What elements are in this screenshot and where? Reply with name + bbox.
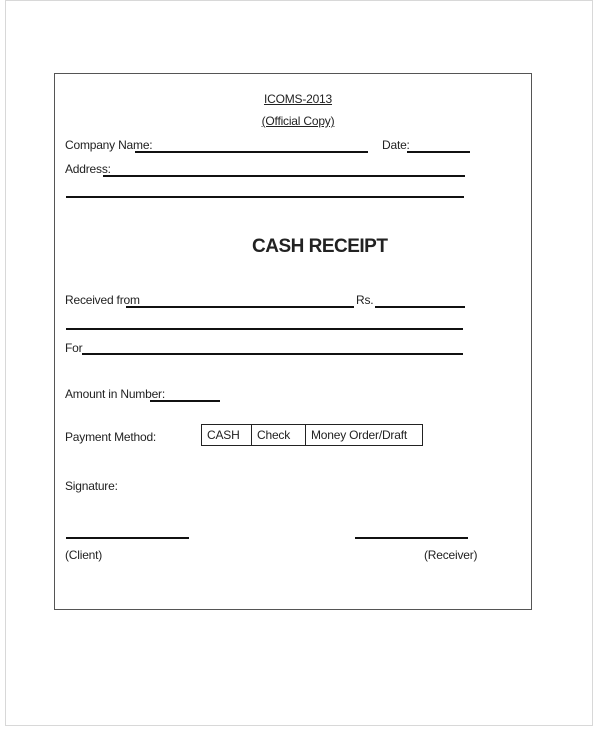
- document-code: ICOMS-2013: [263, 92, 333, 106]
- date-label: Date:: [382, 138, 410, 152]
- for-line[interactable]: [82, 353, 463, 355]
- official-copy-label: (Official Copy): [261, 114, 335, 128]
- amount-in-number-label: Amount in Number:: [65, 387, 165, 401]
- received-from-label: Received from: [65, 293, 140, 307]
- received-from-line[interactable]: [126, 306, 354, 308]
- for-label: For: [65, 341, 83, 355]
- address-label: Address:: [65, 162, 111, 176]
- payment-option-check[interactable]: Check: [252, 425, 306, 445]
- amount-in-number-line[interactable]: [150, 400, 220, 402]
- payment-method-table: [201, 424, 423, 446]
- signature-label: Signature:: [65, 479, 118, 493]
- date-line[interactable]: [407, 151, 470, 153]
- company-name-label: Company Name:: [65, 138, 153, 152]
- received-from-line-2[interactable]: [66, 328, 463, 330]
- payment-option-money-order[interactable]: Money Order/Draft: [311, 428, 407, 442]
- address-line-1[interactable]: [103, 175, 465, 177]
- payment-method-label: Payment Method:: [65, 430, 157, 444]
- address-line-2[interactable]: [66, 196, 464, 198]
- receiver-label: (Receiver): [424, 548, 478, 562]
- client-label: (Client): [65, 548, 103, 562]
- receipt-border: [54, 73, 532, 610]
- page-title: CASH RECEIPT: [252, 236, 388, 257]
- company-name-line[interactable]: [135, 151, 368, 153]
- client-signature-line[interactable]: [66, 537, 189, 539]
- rs-amount-line[interactable]: [375, 306, 465, 308]
- receiver-signature-line[interactable]: [355, 537, 468, 539]
- rs-label: Rs.: [356, 293, 374, 307]
- payment-option-cash[interactable]: CASH: [202, 425, 252, 445]
